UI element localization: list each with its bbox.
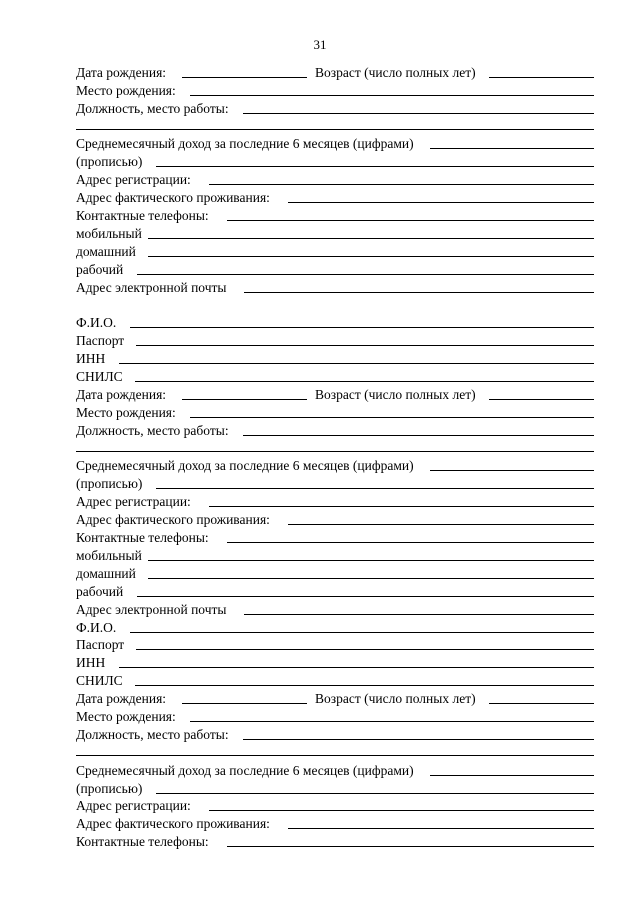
- birth-place-field[interactable]: [190, 82, 594, 96]
- actual-address-row: [76, 813, 594, 831]
- actual-address-field[interactable]: [288, 189, 594, 203]
- inn-row: [76, 348, 594, 366]
- birth-place-row: [76, 80, 594, 98]
- position-row: [76, 98, 594, 116]
- phones-label: Контактные телефоны:: [76, 208, 209, 224]
- birth-date-field[interactable]: [182, 690, 307, 704]
- passport-label: Паспорт: [76, 333, 125, 349]
- birth-date-row: [76, 688, 594, 706]
- income-digits-field[interactable]: [430, 762, 594, 776]
- email-label: Адрес электронной почты: [76, 279, 227, 295]
- work-row: [76, 259, 594, 277]
- actual-address-row: [76, 187, 594, 205]
- snils-row: [76, 670, 594, 688]
- passport-row: [76, 635, 594, 653]
- income-words-field[interactable]: [156, 780, 594, 794]
- income-words-field[interactable]: [156, 153, 594, 167]
- phones-row: [76, 831, 594, 849]
- position-continuation-row: [76, 116, 594, 134]
- actual-address-label: Адрес фактического проживания:: [76, 190, 270, 206]
- birth-place-row: [76, 706, 594, 724]
- inn-label: ИНН: [76, 655, 106, 671]
- registration-label: Адрес регистрации:: [76, 172, 191, 188]
- registration-field[interactable]: [209, 797, 594, 811]
- snils-field[interactable]: [135, 672, 594, 686]
- age-label: Возраст (число полных лет): [315, 386, 476, 402]
- registration-label: Адрес регистрации:: [76, 494, 191, 510]
- income-words-label: (прописью): [76, 476, 143, 492]
- passport-row: [76, 330, 594, 348]
- home-label: домашний: [76, 243, 136, 259]
- income-words-label: (прописью): [76, 780, 143, 796]
- snils-field[interactable]: [135, 368, 594, 382]
- home-label: домашний: [76, 565, 136, 581]
- actual-address-field[interactable]: [288, 815, 594, 829]
- birth-place-label: Место рождения:: [76, 404, 176, 420]
- income-words-row: [76, 473, 594, 491]
- email-field[interactable]: [244, 601, 594, 615]
- registration-field[interactable]: [209, 171, 594, 185]
- birth-place-label: Место рождения:: [76, 708, 176, 724]
- registration-row: [76, 491, 594, 509]
- registration-row: [76, 796, 594, 814]
- age-label: Возраст (число полных лет): [315, 64, 476, 80]
- email-field[interactable]: [244, 279, 594, 293]
- phones-field[interactable]: [227, 207, 594, 221]
- passport-label: Паспорт: [76, 637, 125, 653]
- mobile-row: [76, 545, 594, 563]
- mobile-row: [76, 223, 594, 241]
- fio-field[interactable]: [130, 314, 594, 328]
- position-continuation-field[interactable]: [76, 438, 594, 452]
- home-field[interactable]: [148, 243, 594, 257]
- phones-row: [76, 527, 594, 545]
- income-label: Среднемесячный доход за последние 6 месяцев (цифрами): [76, 458, 414, 474]
- mobile-field[interactable]: [148, 225, 594, 239]
- income-row: [76, 456, 594, 474]
- birth-place-field[interactable]: [190, 404, 594, 418]
- phones-label: Контактные телефоны:: [76, 530, 209, 546]
- income-digits-field[interactable]: [430, 457, 594, 471]
- page-number: 31: [313, 37, 327, 52]
- position-field[interactable]: [243, 726, 594, 740]
- position-label: Должность, место работы:: [76, 422, 229, 438]
- income-label: Среднемесячный доход за последние 6 месяцев (цифрами): [76, 136, 414, 152]
- work-row: [76, 581, 594, 599]
- fio-row: [76, 312, 594, 330]
- actual-address-row: [76, 509, 594, 527]
- income-words-label: (прописью): [76, 154, 143, 170]
- income-digits-field[interactable]: [430, 135, 594, 149]
- age-field[interactable]: [489, 64, 594, 78]
- inn-field[interactable]: [119, 654, 594, 668]
- income-words-field[interactable]: [156, 475, 594, 489]
- home-row: [76, 241, 594, 259]
- personal-data-form: [76, 62, 594, 849]
- phones-row: [76, 205, 594, 223]
- position-label: Должность, место работы:: [76, 726, 229, 742]
- position-continuation-field[interactable]: [76, 742, 594, 756]
- position-field[interactable]: [243, 422, 594, 436]
- phones-field[interactable]: [227, 529, 594, 543]
- work-field[interactable]: [137, 261, 594, 275]
- income-row: [76, 760, 594, 778]
- birth-date-field[interactable]: [182, 386, 307, 400]
- position-continuation-row: [76, 438, 594, 456]
- birth-place-field[interactable]: [190, 708, 594, 722]
- income-words-row: [76, 778, 594, 796]
- fio-row: [76, 617, 594, 635]
- snils-label: СНИЛС: [76, 369, 123, 385]
- birth-date-field[interactable]: [182, 64, 307, 78]
- email-label: Адрес электронной почты: [76, 601, 227, 617]
- work-label: рабочий: [76, 583, 124, 599]
- birth-date-label: Дата рождения:: [76, 691, 167, 707]
- age-field[interactable]: [489, 386, 594, 400]
- inn-row: [76, 652, 594, 670]
- registration-field[interactable]: [209, 493, 594, 507]
- passport-field[interactable]: [136, 332, 594, 346]
- income-label: Среднемесячный доход за последние 6 месяцев (цифрами): [76, 762, 414, 778]
- work-label: рабочий: [76, 261, 124, 277]
- birth-date-row: [76, 384, 594, 402]
- position-label: Должность, место работы:: [76, 100, 229, 116]
- actual-address-label: Адрес фактического проживания:: [76, 512, 270, 528]
- work-field[interactable]: [137, 583, 594, 597]
- age-field[interactable]: [489, 690, 594, 704]
- position-field[interactable]: [243, 100, 594, 114]
- home-field[interactable]: [148, 565, 594, 579]
- blank-spacer: [76, 295, 594, 313]
- inn-field[interactable]: [119, 350, 594, 364]
- home-row: [76, 563, 594, 581]
- birth-place-row: [76, 402, 594, 420]
- birth-date-label: Дата рождения:: [76, 64, 167, 80]
- fio-field[interactable]: [130, 619, 594, 633]
- registration-row: [76, 169, 594, 187]
- phones-label: Контактные телефоны:: [76, 834, 209, 850]
- income-row: [76, 134, 594, 152]
- snils-row: [76, 366, 594, 384]
- snils-label: СНИЛС: [76, 673, 123, 689]
- mobile-label: мобильный: [76, 225, 142, 241]
- mobile-label: мобильный: [76, 547, 142, 563]
- inn-label: ИНН: [76, 351, 106, 367]
- birth-date-label: Дата рождения:: [76, 386, 167, 402]
- email-row: [76, 277, 594, 295]
- registration-label: Адрес регистрации:: [76, 798, 191, 814]
- income-words-row: [76, 151, 594, 169]
- actual-address-field[interactable]: [288, 511, 594, 525]
- phones-field[interactable]: [227, 833, 594, 847]
- position-continuation-row: [76, 742, 594, 760]
- mobile-field[interactable]: [148, 547, 594, 561]
- position-continuation-field[interactable]: [76, 116, 594, 130]
- birth-date-row: [76, 62, 594, 80]
- age-label: Возраст (число полных лет): [315, 691, 476, 707]
- birth-place-label: Место рождения:: [76, 82, 176, 98]
- fio-label: Ф.И.О.: [76, 315, 117, 331]
- passport-field[interactable]: [136, 636, 594, 650]
- fio-label: Ф.И.О.: [76, 619, 117, 635]
- position-row: [76, 420, 594, 438]
- position-row: [76, 724, 594, 742]
- actual-address-label: Адрес фактического проживания:: [76, 816, 270, 832]
- email-row: [76, 599, 594, 617]
